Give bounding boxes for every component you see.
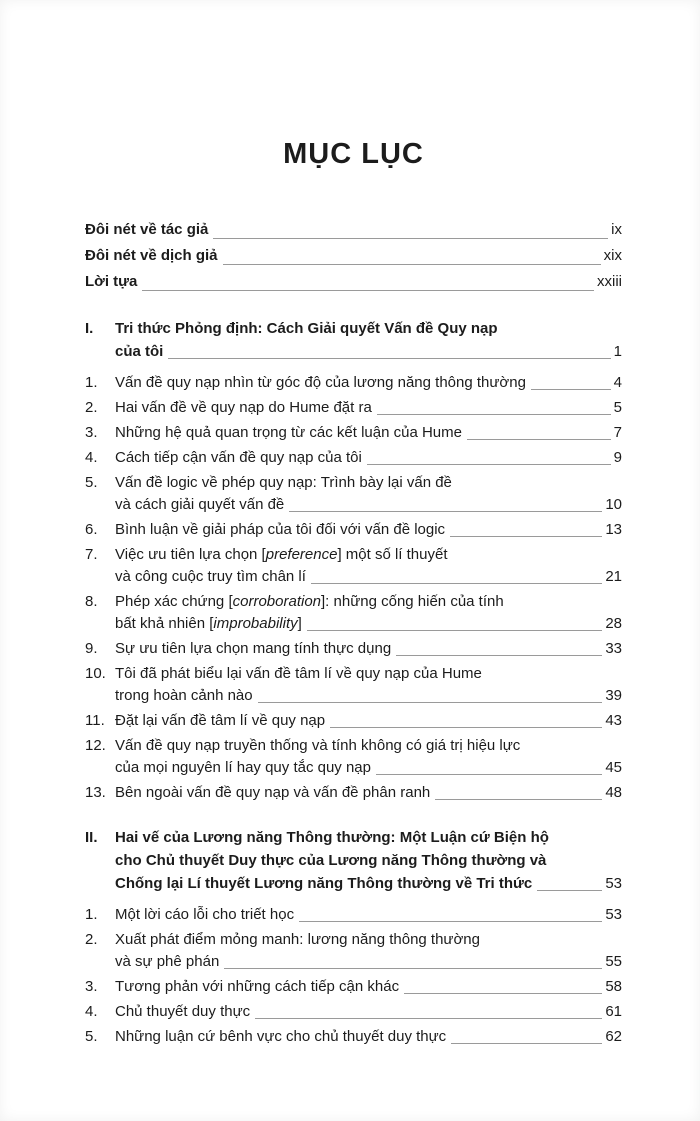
page-number: 61 [605,1003,622,1020]
page-number: 53 [605,875,622,892]
text-segment: Vấn đề logic về phép quy nạp: Trình bày lại vấn đề [115,474,452,491]
dot-leader [299,921,602,922]
toc-entry [85,544,622,588]
entry-title [115,685,253,707]
entry-title-line [115,849,622,872]
page-number: 13 [605,521,622,538]
entry-title-line [115,591,622,613]
page-number: 4 [613,374,622,391]
text-segment: và sự phê phán [115,953,220,970]
toc [85,217,622,1048]
text-segment: của tôi [115,343,164,360]
toc-entry [85,447,622,469]
dot-leader [213,238,608,239]
entry-number: 12. [85,737,106,754]
text-segment: cho Chủ thuyết Duy thực của Lương năng Thông thường và [115,852,547,869]
entry-title-line [115,472,622,494]
entry-title [115,1026,446,1048]
page-number: 58 [605,978,622,995]
text-segment: ]: những cống hiến của tính [321,593,504,610]
text-segment: Tôi đã phát biểu lại vấn đề tâm lí về quy nạp của Hume [115,665,482,682]
entry-title [85,217,208,243]
entry-number: 1. [85,906,98,923]
entry-number: 5. [85,1028,98,1045]
toc-entry [85,1026,622,1048]
entry-title [115,397,372,419]
entry-title [115,447,362,469]
text-segment: Bên ngoài vấn đề quy nạp và vấn đề phân ranh [115,784,431,801]
toc-entry [85,638,622,660]
front-matter-item [85,243,622,269]
entry-title-line [115,663,622,685]
entry-title [115,757,371,779]
toc-entry [85,519,622,541]
text-segment: Đôi nét về dịch giả [85,247,218,264]
entry-title-line [115,826,622,849]
entry-number: 3. [85,424,98,441]
text-segment: và cách giải quyết vấn đề [115,496,285,513]
text-segment: bất khả nhiên [ [115,615,214,632]
dot-leader [531,389,611,390]
italic-term: improbability [213,615,298,632]
front-matter-item [85,217,622,243]
entry-title [115,613,302,635]
dot-leader [377,414,611,415]
entry-title [115,976,399,998]
entry-title [115,710,325,732]
toc-entry [85,472,622,516]
front-matter-item [85,269,622,295]
text-segment: Hai vế của Lương năng Thông thường: Một Luận cứ Biện hộ [115,829,549,846]
text-segment: Lời tựa [85,273,138,290]
dot-leader [467,439,611,440]
page-title: MỤC LỤC [283,138,424,170]
page-number: 53 [605,906,622,923]
entry-title-line [115,544,622,566]
entry-number: 3. [85,978,98,995]
section-heading [85,826,622,895]
toc-entry [85,1001,622,1023]
dot-leader [450,536,602,537]
entry-title [115,340,163,363]
toc-entry [85,397,622,419]
toc-entry [85,976,622,998]
dot-leader [435,799,602,800]
entry-number: 1. [85,374,98,391]
entry-number: 8. [85,593,98,610]
text-segment: Vấn đề quy nạp nhìn từ góc độ của lương năng thông thường [115,374,526,391]
text-segment: ] [297,615,302,632]
entry-title [85,243,218,269]
dot-leader [142,290,594,291]
page-number: 28 [605,615,622,632]
dot-leader [404,993,602,994]
entry-title-line [115,929,622,951]
toc-entry [85,710,622,732]
toc-entry [85,591,622,635]
page-number: 10 [605,496,622,513]
page-number: 33 [605,640,622,657]
text-segment: Chủ thuyết duy thực [115,1003,251,1020]
entry-number: 7. [85,546,98,563]
section-heading [85,317,622,363]
dot-leader [307,630,603,631]
entry-title [115,566,306,588]
page-number: xix [603,247,622,264]
page-number: 45 [605,759,622,776]
entry-title [115,951,219,973]
text-segment: và công cuộc truy tìm chân lí [115,568,306,585]
page-number: ix [611,221,622,238]
toc-entry [85,663,622,707]
entry-number: 4. [85,1003,98,1020]
toc-entry [85,735,622,779]
dot-leader [168,358,610,359]
entry-number: 2. [85,931,98,948]
dot-leader [258,702,603,703]
toc-entry [85,929,622,973]
dot-leader [223,264,601,265]
entry-title [115,519,445,541]
page-number: 1 [613,343,622,360]
text-segment: Chống lại Lí thuyết Lương năng Thông thường về Tri thức [115,875,533,892]
text-segment: trong hoàn cảnh nào [115,687,253,704]
text-segment: Vấn đề quy nạp truyền thống và tính không có giá trị hiệu lực [115,737,521,754]
entry-number: II. [85,829,98,846]
page-number: 7 [613,424,622,441]
text-segment: Đôi nét về tác giả [85,221,209,238]
text-segment: Đặt lại vấn đề tâm lí về quy nạp [115,712,326,729]
entry-title [115,782,430,804]
dot-leader [451,1043,602,1044]
italic-term: preference [265,546,338,563]
page-number: 9 [613,449,622,466]
entry-title [115,1001,250,1023]
page-number: 5 [613,399,622,416]
entry-number: 6. [85,521,98,538]
entry-number: 5. [85,474,98,491]
dot-leader [289,511,602,512]
text-segment: Cách tiếp cận vấn đề quy nạp của tôi [115,449,362,466]
italic-term: corroboration [232,593,322,610]
entry-number: 13. [85,784,106,801]
dot-leader [376,774,602,775]
page-number: 39 [605,687,622,704]
text-segment: Tri thức Phỏng định: Cách Giải quyết Vấn đề Quy nạp [115,320,498,337]
entry-title [115,638,391,660]
text-segment: Phép xác chứng [ [115,593,233,610]
entry-number: 4. [85,449,98,466]
text-segment: Những luận cứ bênh vực cho chủ thuyết duy thực [115,1028,447,1045]
dot-leader [367,464,611,465]
entry-title-line [115,317,622,340]
page-number: 48 [605,784,622,801]
entry-title [115,904,294,926]
entry-title [115,494,284,516]
entry-number: 2. [85,399,98,416]
entry-number: 10. [85,665,106,682]
text-segment: Một lời cáo lỗi cho triết học [115,906,295,923]
text-segment: ] một số lí thuyết [337,546,448,563]
dot-leader [330,727,602,728]
entry-title [115,372,526,394]
dot-leader [311,583,602,584]
entry-number: 9. [85,640,98,657]
entry-title [85,269,137,295]
dot-leader [396,655,602,656]
entry-title-line [115,735,622,757]
entry-title [115,872,532,895]
page-number: 21 [605,568,622,585]
dot-leader [224,968,602,969]
page-number: 62 [605,1028,622,1045]
text-segment: Việc ưu tiên lựa chọn [ [115,546,266,563]
entry-number: I. [85,320,94,337]
entry-number: 11. [85,712,105,729]
text-segment: Bình luận về giải pháp của tôi đối với vấn đề logic [115,521,446,538]
text-segment: Xuất phát điểm mỏng manh: lương năng thông thường [115,931,480,948]
page-number: 55 [605,953,622,970]
toc-entry [85,782,622,804]
text-segment: Những hệ quả quan trọng từ các kết luận của Hume [115,424,462,441]
dot-leader [255,1018,602,1019]
entry-title [115,422,462,444]
text-segment: của mọi nguyên lí hay quy tắc quy nạp [115,759,371,776]
toc-entry [85,422,622,444]
text-segment: Sự ưu tiên lựa chọn mang tính thực dụng [115,640,392,657]
page-number: xxiii [597,273,622,290]
dot-leader [537,890,602,891]
text-segment: Tương phản với những cách tiếp cận khác [115,978,400,995]
text-segment: Hai vấn đề về quy nạp do Hume đặt ra [115,399,372,416]
toc-entry [85,904,622,926]
toc-entry [85,372,622,394]
page-number: 43 [605,712,622,729]
